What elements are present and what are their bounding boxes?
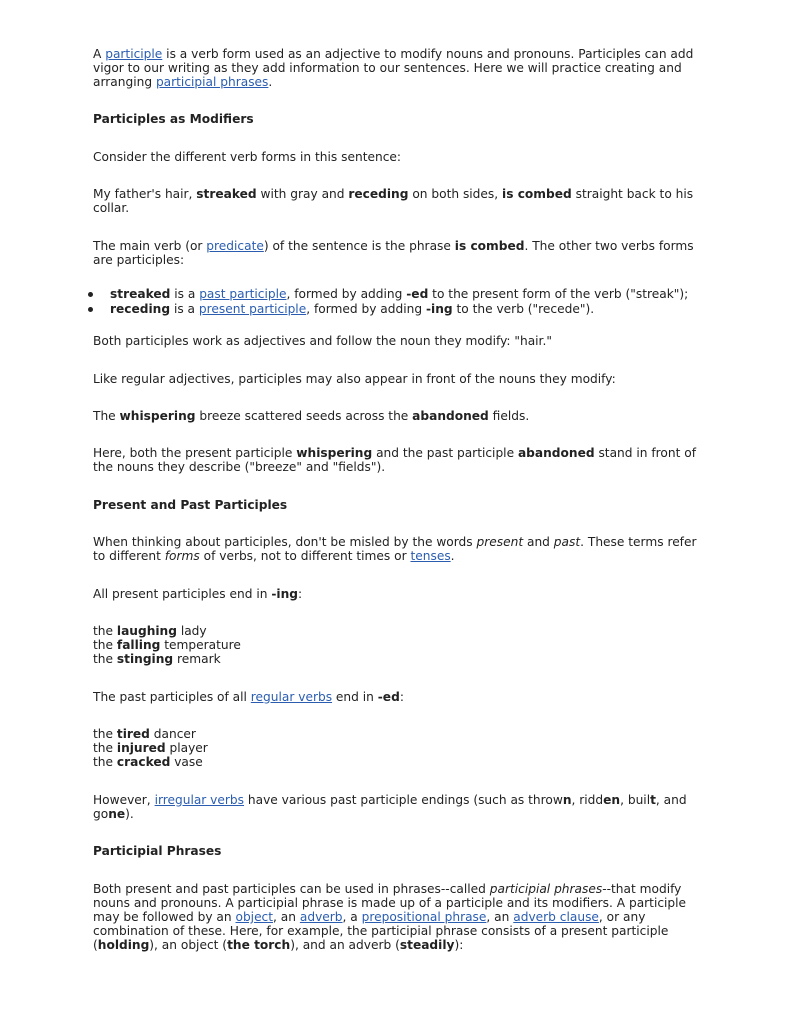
predicate-link[interactable]: predicate [206, 239, 264, 253]
whispering-example: The whispering breeze scattered seeds across the abandoned fields. [93, 409, 530, 423]
participle-link[interactable]: participle [105, 47, 163, 61]
past-participle-link[interactable]: past participle [199, 287, 287, 301]
regular-verbs-link[interactable]: regular verbs [250, 690, 333, 704]
intro-paragraph: A participle is a verb form used as an adjective to modify nouns and pronouns. Participles can add vigor to our writing as they add information to our sentences. Here we will practice creating and arranging participial phrases. [93, 47, 694, 89]
here-paragraph: Here, both the present participle whispering and the past participle abandoned stand in front of the nouns they describe ("breeze" and "fields"). [93, 446, 696, 474]
present-examples [93, 624, 705, 666]
list-item: receding is a present participle, formed by adding -ing to the verb ("recede"). [93, 302, 713, 316]
past-examples [93, 727, 705, 769]
list-item: the stinging remark [93, 652, 221, 666]
when-thinking-paragraph: When thinking about participles, don't be misled by the words present and past. These terms refer to different forms of verbs, not to different times or tenses. [93, 535, 697, 563]
participle-bullet-list [93, 287, 713, 316]
all-present-paragraph: All present participles end in -ing: [93, 587, 303, 601]
adverb-clause-link[interactable]: adverb clause [513, 910, 599, 924]
list-item: streaked is a past participle, formed by adding -ed to the present form of the verb ("streak"); [93, 287, 713, 301]
list-item: the cracked vase [93, 755, 203, 769]
prepositional-phrase-link[interactable]: prepositional phrase [361, 910, 487, 924]
object-link[interactable]: object [235, 910, 274, 924]
like-adjectives-paragraph: Like regular adjectives, participles may also appear in front of the nouns they modify: [93, 372, 616, 386]
present-participle-link[interactable]: present participle [198, 302, 307, 316]
irregular-verbs-paragraph: However, irregular verbs have various past participle endings (such as thrown, ridden, built, and gone). [93, 793, 687, 821]
participial-phrases-paragraph: Both present and past participles can be used in phrases--called participial phrases--that modify nouns and pronouns. A participial phrase is made up of a participle and its modifiers. A participle may be followed by an object, an adverb, a prepositional phrase, an adverb clause, or any combination of these. Here, for example, the participial phrase consists of a present participle (holding), an object (the torch), and an adverb (steadily): [93, 882, 687, 952]
participial-phrases-link[interactable]: participial phrases [155, 75, 269, 89]
section-heading-modifiers: Participles as Modifiers [93, 112, 254, 126]
list-item: the tired dancer [93, 727, 196, 741]
tenses-link[interactable]: tenses [410, 549, 451, 563]
past-participles-paragraph: The past participles of all regular verbs end in -ed: [93, 690, 404, 704]
list-item: the falling temperature [93, 638, 241, 652]
both-participles-paragraph: Both participles work as adjectives and follow the noun they modify: "hair." [93, 334, 552, 348]
example-sentence: My father's hair, streaked with gray and receding on both sides, is combed straight back to his collar. [93, 187, 694, 215]
list-item: the laughing lady [93, 624, 207, 638]
irregular-verbs-link[interactable]: irregular verbs [154, 793, 244, 807]
section-heading-participial-phrases: Participial Phrases [93, 844, 222, 858]
main-verb-paragraph: The main verb (or predicate) of the sentence is the phrase is combed. The other two verbs forms are participles: [93, 239, 694, 267]
adverb-link[interactable]: adverb [299, 910, 343, 924]
list-item: the injured player [93, 741, 208, 755]
consider-paragraph: Consider the different verb forms in this sentence: [93, 150, 402, 164]
section-heading-present-past: Present and Past Participles [93, 498, 288, 512]
